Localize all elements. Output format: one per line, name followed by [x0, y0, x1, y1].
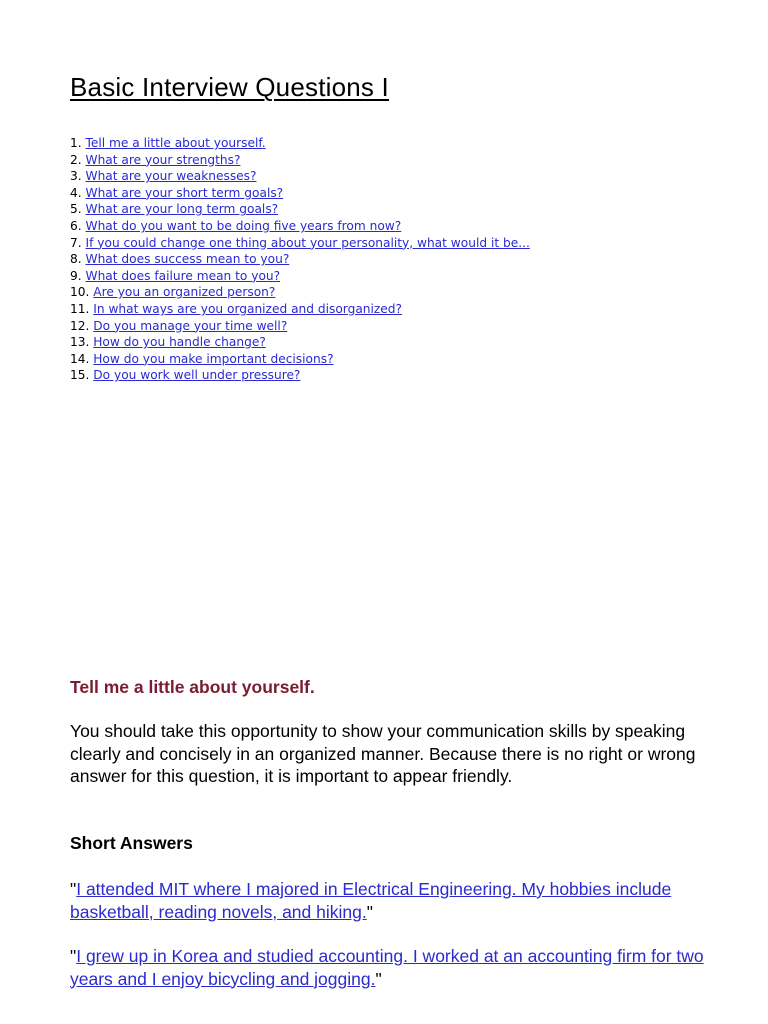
- question-link-9[interactable]: What does failure mean to you?: [85, 268, 281, 283]
- question-link-4[interactable]: What are your short term goals?: [85, 185, 284, 200]
- list-item-number: 3.: [70, 169, 82, 184]
- list-item-number: 7.: [70, 235, 82, 250]
- list-item: [70, 235, 530, 252]
- question-link-14[interactable]: How do you make important decisions?: [93, 351, 334, 366]
- list-item: [70, 268, 530, 285]
- list-item-number: 9.: [70, 268, 82, 283]
- list-item: [70, 218, 530, 235]
- list-item: [70, 201, 530, 218]
- question-link-5[interactable]: What are your long term goals?: [85, 202, 279, 217]
- close-quote: ": [375, 968, 382, 989]
- list-item: [70, 251, 530, 268]
- list-item: [70, 318, 530, 335]
- list-item: [70, 334, 530, 351]
- question-link-10[interactable]: Are you an organized person?: [93, 285, 276, 300]
- page-title: Basic Interview Questions I: [70, 72, 389, 102]
- list-item: [70, 351, 530, 368]
- question-link-1[interactable]: Tell me a little about yourself.: [85, 136, 266, 150]
- list-item: [70, 301, 530, 318]
- section-body-text: You should take this opportunity to show your communication skills by speaking clearly and concisely in an organized manner. Because there is no right or wrong answer for this question, it is important to appear friendly.: [70, 721, 696, 786]
- question-link-2[interactable]: What are your strengths?: [85, 152, 241, 167]
- list-item-number: 14.: [70, 351, 90, 366]
- short-answer-2: [70, 945, 710, 990]
- list-item-number: 15.: [70, 368, 90, 383]
- list-item: [70, 185, 530, 202]
- short-answer-link-1[interactable]: I attended MIT where I majored in Electrical Engineering. My hobbies include basketball, reading novels, and hiking.: [70, 879, 672, 922]
- list-item: [70, 367, 530, 384]
- question-link-13[interactable]: How do you handle change?: [93, 335, 266, 350]
- question-link-7[interactable]: If you could change one thing about your personality, what would it be...: [85, 235, 530, 250]
- list-item-number: 13.: [70, 335, 90, 350]
- question-link-12[interactable]: Do you manage your time well?: [93, 318, 288, 333]
- question-link-11[interactable]: In what ways are you organized and disorganized?: [93, 301, 403, 316]
- question-link-15[interactable]: Do you work well under pressure?: [93, 368, 301, 383]
- question-link-8[interactable]: What does success mean to you?: [85, 252, 290, 267]
- list-item-number: 11.: [70, 301, 90, 316]
- list-item: [70, 168, 530, 185]
- question-link-6[interactable]: What do you want to be doing five years from now?: [85, 218, 402, 233]
- list-item-number: 5.: [70, 202, 82, 217]
- list-item: [70, 152, 530, 169]
- open-quote: ": [70, 879, 77, 899]
- list-item-number: 12.: [70, 318, 90, 333]
- list-item-number: 2.: [70, 152, 82, 167]
- list-item-number: 8.: [70, 252, 82, 267]
- list-item-number: 10.: [70, 285, 90, 300]
- short-answers-heading: Short Answers: [70, 833, 193, 853]
- question-link-3[interactable]: What are your weaknesses?: [85, 169, 257, 184]
- list-item-number: 4.: [70, 185, 82, 200]
- list-item-number: 6.: [70, 218, 82, 233]
- section-heading: Tell me a little about yourself.: [70, 677, 315, 697]
- question-list: [70, 135, 530, 384]
- list-item-number: 1.: [70, 136, 82, 150]
- short-answer-1: [70, 878, 710, 923]
- open-quote: ": [70, 946, 77, 966]
- short-answer-link-2[interactable]: I grew up in Korea and studied accounting. I worked at an accounting firm for two years and I enjoy bicycling and jogging.: [70, 946, 704, 989]
- list-item: [70, 284, 530, 301]
- list-item: [70, 135, 530, 152]
- close-quote: ": [366, 901, 373, 922]
